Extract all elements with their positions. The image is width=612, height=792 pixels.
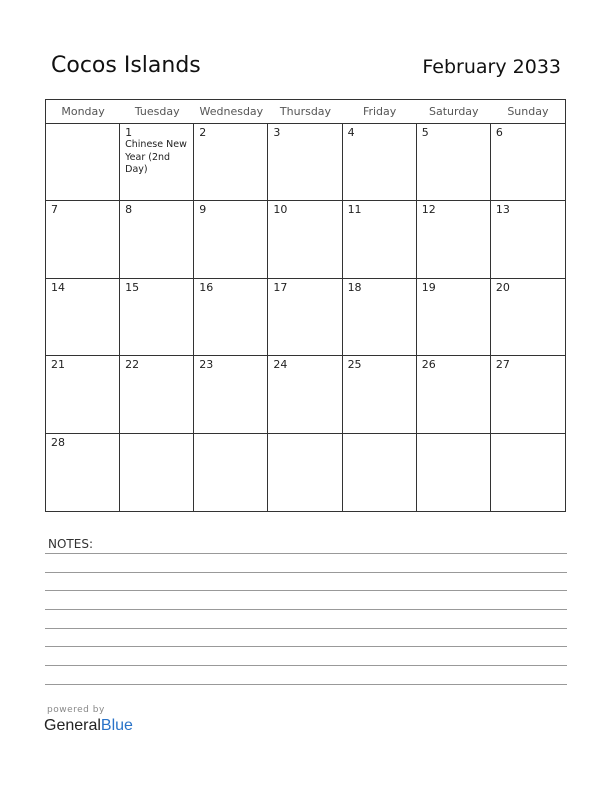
day-number: 28 (51, 435, 65, 449)
weekday-header-row (46, 100, 565, 124)
day-cell (343, 356, 417, 433)
day-cell (268, 124, 342, 201)
weekday-friday: Friday (362, 105, 397, 118)
day-cell (46, 201, 120, 278)
day-number: 24 (273, 358, 288, 372)
generalblue-logo (44, 717, 133, 735)
day-cell (194, 279, 268, 356)
day-number: 23 (199, 358, 214, 372)
day-cell (120, 124, 194, 201)
note-line (45, 572, 567, 573)
day-cell (120, 201, 194, 278)
day-cell (417, 356, 491, 433)
day-cell (194, 201, 268, 278)
day-cell (46, 434, 120, 511)
day-number: 15 (125, 280, 140, 294)
day-number: 21 (51, 358, 65, 372)
notes-label: NOTES: (48, 537, 93, 551)
day-cell (343, 279, 417, 356)
day-number: 4 (347, 126, 355, 139)
day-cell (120, 434, 194, 511)
holiday-label: Chinese New Year (2nd Day) (125, 139, 187, 175)
note-line (45, 665, 567, 666)
day-cell (343, 201, 417, 278)
day-number: 9 (199, 203, 207, 217)
day-cell (194, 356, 268, 433)
powered-by-text: powered by (47, 705, 105, 715)
note-line (45, 646, 567, 647)
weekday-tuesday: Tuesday (134, 105, 180, 118)
weekday-sunday: Sunday (507, 105, 549, 118)
day-cell (120, 356, 194, 433)
day-number: 11 (347, 203, 362, 217)
day-cell (120, 279, 194, 356)
day-number: 27 (495, 358, 510, 372)
day-cell (268, 201, 342, 278)
weekday-thursday: Thursday (279, 105, 332, 118)
day-cell (491, 356, 565, 433)
day-cell (46, 124, 120, 201)
note-line (45, 609, 567, 610)
calendar-month: February 2033 (422, 56, 561, 78)
day-number: 13 (495, 203, 510, 217)
day-cell (194, 434, 268, 511)
day-cell (343, 434, 417, 511)
note-line (45, 628, 567, 629)
note-line (45, 684, 567, 685)
calendar-grid (45, 99, 566, 512)
day-cell (491, 124, 565, 201)
weekday-saturday: Saturday (428, 105, 479, 118)
note-line (45, 553, 567, 554)
day-cell (491, 434, 565, 511)
day-number: 2 (199, 126, 207, 139)
day-number: 20 (495, 280, 510, 294)
day-number: 25 (347, 358, 362, 372)
day-number: 1 (125, 126, 133, 139)
day-grid (46, 124, 565, 511)
day-cell (194, 124, 268, 201)
day-cell (417, 279, 491, 356)
day-number: 5 (421, 126, 429, 139)
weekday-wednesday: Wednesday (199, 105, 264, 118)
day-cell (46, 356, 120, 433)
weekday-monday: Monday (61, 105, 105, 118)
day-number: 19 (421, 280, 436, 294)
day-number: 7 (51, 203, 58, 217)
day-cell (46, 279, 120, 356)
day-cell (268, 279, 342, 356)
brand-general: General (44, 717, 101, 734)
day-number: 14 (51, 280, 65, 294)
day-cell (491, 201, 565, 278)
day-number: 18 (347, 280, 362, 294)
day-number: 6 (495, 126, 503, 139)
day-number: 12 (421, 203, 436, 217)
day-cell (268, 434, 342, 511)
day-number: 22 (125, 358, 140, 372)
day-number: 16 (199, 280, 214, 294)
day-number: 3 (273, 126, 281, 139)
day-cell (417, 201, 491, 278)
day-cell (343, 124, 417, 201)
day-cell (417, 124, 491, 201)
day-number: 17 (273, 280, 288, 294)
calendar-title: Cocos Islands (51, 53, 201, 78)
day-cell (491, 279, 565, 356)
day-cell (268, 356, 342, 433)
day-number: 8 (125, 203, 133, 217)
brand-blue: Blue (100, 717, 133, 734)
day-number: 26 (421, 358, 436, 372)
day-cell (417, 434, 491, 511)
note-line (45, 590, 567, 591)
day-number: 10 (273, 203, 288, 217)
